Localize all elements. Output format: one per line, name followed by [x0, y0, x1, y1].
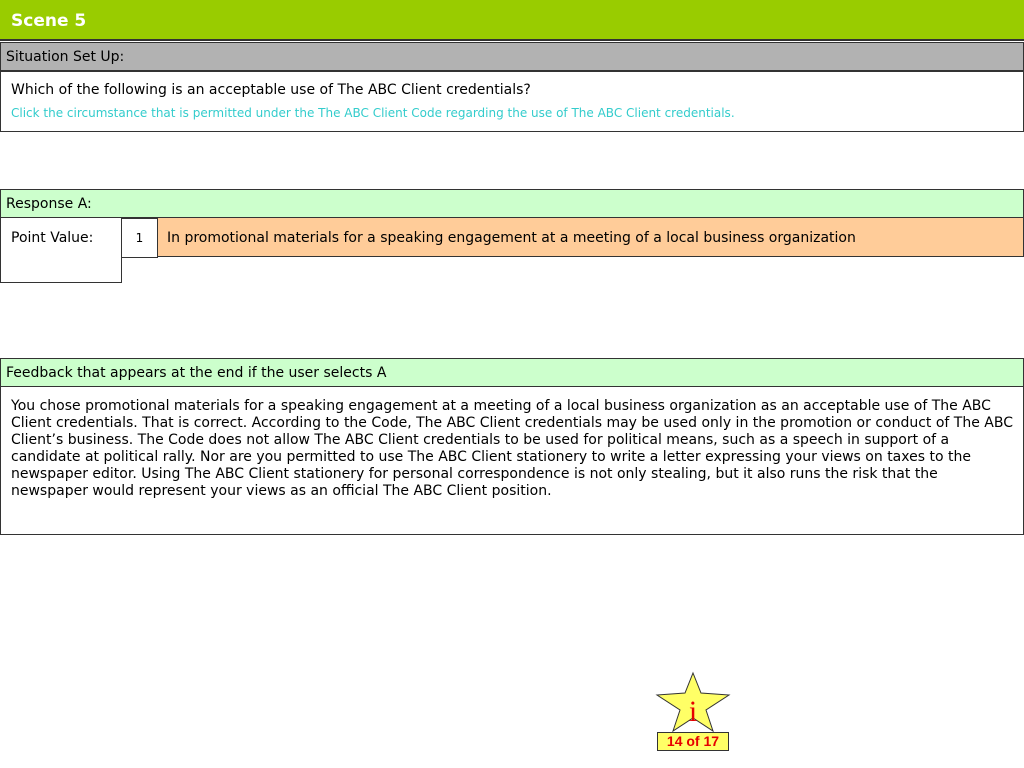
- feedback-box: [0, 386, 1024, 535]
- page-counter: 14 of 17: [657, 732, 729, 751]
- question-box: [0, 71, 1024, 132]
- point-value-label-box: [0, 217, 122, 283]
- response-a-option[interactable]: [157, 217, 1024, 257]
- star-info-icon[interactable]: [655, 671, 731, 733]
- point-value: 1: [135, 231, 144, 245]
- question-text: Which of the following is an acceptable use of The ABC Client credentials?: [11, 82, 531, 98]
- situation-label: Situation Set Up:: [0, 42, 1024, 71]
- feedback-label: Feedback that appears at the end if the user selects A: [0, 358, 1024, 387]
- info-glyph: i: [688, 695, 698, 728]
- feedback-text: You chose promotional materials for a speaking engagement at a meeting of a local business organization as an acceptable use of The ABC Client credentials. That is correct. According to the Code, The ABC Client credentials may be used only in the promotion or conduct of The ABC Client’s business. The Code does not allow The ABC Client credentials to be used for political means, such as a speech in support of a candidate at political rally. Nor are you permitted to use The ABC Client stationery to write a letter expressing your views on taxes to the newspaper editor. Using The ABC Client stationery for personal correspondence is not only stealing, but it also runs the risk that the newspaper would represent your views as an official The ABC Client position.: [11, 398, 1014, 499]
- instruction-text: Click the circumstance that is permitted under the The ABC Client Code regarding the use of The ABC Client credentials.: [11, 106, 735, 120]
- scene-header: [0, 0, 1024, 41]
- point-value-box: [121, 218, 158, 258]
- response-a-text: In promotional materials for a speaking engagement at a meeting of a local business organization: [167, 230, 856, 246]
- scene-title: Scene 5: [11, 11, 87, 31]
- response-label: Response A:: [0, 189, 1024, 218]
- point-value-label: Point Value:: [11, 230, 94, 246]
